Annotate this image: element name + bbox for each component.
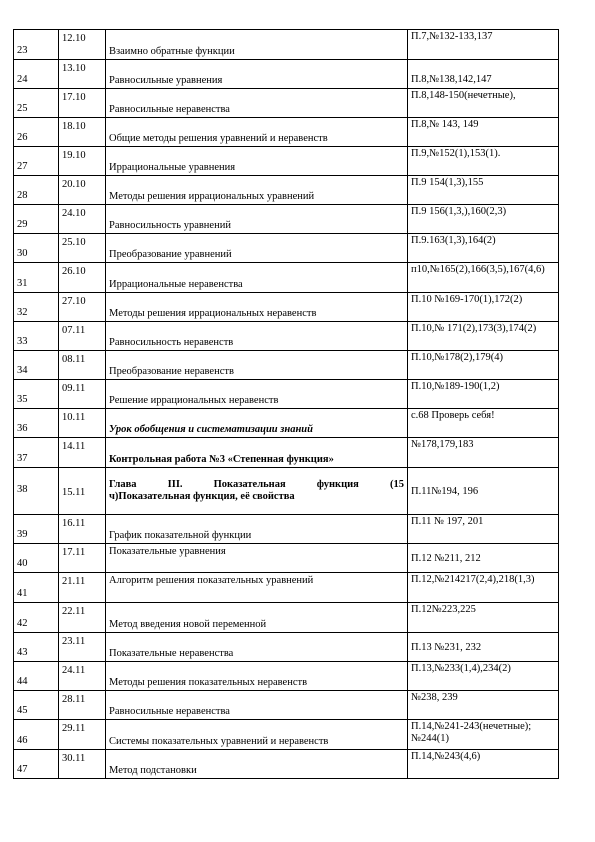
lesson-topic: Иррациональные уравнения — [106, 147, 408, 176]
table-row — [14, 633, 559, 662]
table-row — [14, 720, 559, 750]
lesson-number: 38 — [14, 468, 59, 515]
lesson-homework: П.11 № 197, 201 — [408, 515, 559, 544]
lesson-date: 21.11 — [59, 573, 106, 603]
lesson-date: 29.11 — [59, 720, 106, 750]
lesson-homework: П.9 156(1,3,),160(2,3) — [408, 205, 559, 234]
lesson-homework: П.12,№214217(2,4),218(1,3) — [408, 573, 559, 603]
lesson-date: 17.10 — [59, 89, 106, 118]
lesson-topic: Преобразование неравенств — [106, 351, 408, 380]
lesson-homework: П.10,№189-190(1,2) — [408, 380, 559, 409]
lesson-topic: Методы решения иррациональных уравнений — [106, 176, 408, 205]
lesson-topic: Равносильные неравенства — [106, 89, 408, 118]
lesson-topic: Равносильность уравнений — [106, 205, 408, 234]
lesson-topic: Системы показательных уравнений и неравенств — [106, 720, 408, 750]
lesson-number: 41 — [14, 573, 59, 603]
table-row — [14, 544, 559, 573]
lesson-date: 24.11 — [59, 662, 106, 691]
lesson-number: 42 — [14, 603, 59, 633]
lesson-number: 47 — [14, 750, 59, 779]
lesson-homework: п10,№165(2),166(3,5),167(4,6) — [408, 263, 559, 293]
lesson-number: 23 — [14, 30, 59, 60]
lesson-date: 14.11 — [59, 438, 106, 468]
table-row — [14, 30, 559, 60]
lesson-date: 16.11 — [59, 515, 106, 544]
table-row — [14, 662, 559, 691]
table-row — [14, 691, 559, 720]
lesson-topic: Урок обобщения и систематизации знаний — [106, 409, 408, 438]
table-row — [14, 573, 559, 603]
lesson-number: 34 — [14, 351, 59, 380]
chapter-hours: (15 — [389, 478, 404, 490]
lesson-date: 19.10 — [59, 147, 106, 176]
table-row — [14, 293, 559, 322]
lesson-plan-table — [13, 29, 559, 779]
table-row — [14, 515, 559, 544]
lesson-topic: График показательной функции — [106, 515, 408, 544]
lesson-homework: П.9.163(1,3),164(2) — [408, 234, 559, 263]
lesson-homework: П.9 154(1,3),155 — [408, 176, 559, 205]
lesson-number: 25 — [14, 89, 59, 118]
lesson-number: 29 — [14, 205, 59, 234]
lesson-homework: №178,179,183 — [408, 438, 559, 468]
table-row — [14, 750, 559, 779]
lesson-date: 25.10 — [59, 234, 106, 263]
lesson-date: 24.10 — [59, 205, 106, 234]
lesson-topic: Взаимно обратные функции — [106, 30, 408, 60]
lesson-topic: Алгоритм решения показательных уравнений — [106, 573, 408, 603]
lesson-number: 39 — [14, 515, 59, 544]
lesson-number: 37 — [14, 438, 59, 468]
lesson-topic: Показательные неравенства — [106, 633, 408, 662]
chapter-title-word: Показательная — [213, 478, 286, 490]
lesson-topic: Методы решения показательных неравенств — [106, 662, 408, 691]
chapter-title-word: функция — [316, 478, 359, 490]
table-row — [14, 234, 559, 263]
lesson-homework: П.14,№241-243(нечетные); №244(1) — [408, 720, 559, 750]
lesson-date: 17.11 — [59, 544, 106, 573]
lesson-topic: Иррациональные неравенства — [106, 263, 408, 293]
lesson-date: 20.10 — [59, 176, 106, 205]
table-row — [14, 60, 559, 89]
lesson-number: 43 — [14, 633, 59, 662]
lesson-homework: П.13 №231, 232 — [408, 633, 559, 662]
lesson-homework: П.14,№243(4,6) — [408, 750, 559, 779]
lesson-date: 18.10 — [59, 118, 106, 147]
lesson-number: 31 — [14, 263, 59, 293]
table-row — [14, 263, 559, 293]
lesson-date: 30.11 — [59, 750, 106, 779]
table-row — [14, 147, 559, 176]
lesson-topic: Показательные уравнения — [106, 544, 408, 573]
lesson-homework: с.68 Проверь себя! — [408, 409, 559, 438]
lesson-homework: №238, 239 — [408, 691, 559, 720]
table-row — [14, 89, 559, 118]
lesson-number: 44 — [14, 662, 59, 691]
lesson-number: 45 — [14, 691, 59, 720]
lesson-topic: Метод введения новой переменной — [106, 603, 408, 633]
chapter-number: III. — [167, 478, 183, 490]
table-row — [14, 468, 559, 515]
lesson-date: 13.10 — [59, 60, 106, 89]
lesson-date: 09.11 — [59, 380, 106, 409]
lesson-homework: П.12 №211, 212 — [408, 544, 559, 573]
table-row — [14, 176, 559, 205]
lesson-number: 30 — [14, 234, 59, 263]
lesson-homework: П.10 №169-170(1),172(2) — [408, 293, 559, 322]
lesson-date: 12.10 — [59, 30, 106, 60]
lesson-homework: П.9,№152(1),153(1). — [408, 147, 559, 176]
lesson-date: 22.11 — [59, 603, 106, 633]
table-row — [14, 118, 559, 147]
lesson-number: 27 — [14, 147, 59, 176]
table-row — [14, 351, 559, 380]
lesson-homework: П.13,№233(1,4),234(2) — [408, 662, 559, 691]
lesson-topic: Метод подстановки — [106, 750, 408, 779]
lesson-topic: Равносильность неравенств — [106, 322, 408, 351]
lesson-date: 07.11 — [59, 322, 106, 351]
lesson-homework: П.10,№178(2),179(4) — [408, 351, 559, 380]
lesson-date: 15.11 — [59, 468, 106, 515]
lesson-number: 24 — [14, 60, 59, 89]
lesson-number: 46 — [14, 720, 59, 750]
lesson-topic — [106, 468, 408, 515]
lesson-topic: Методы решения иррациональных неравенств — [106, 293, 408, 322]
lesson-homework: П.8,№138,142,147 — [408, 60, 559, 89]
lesson-number: 26 — [14, 118, 59, 147]
lesson-date: 08.11 — [59, 351, 106, 380]
lesson-date: 10.11 — [59, 409, 106, 438]
lesson-number: 40 — [14, 544, 59, 573]
lesson-homework: П.11№194, 196 — [408, 468, 559, 515]
lesson-number: 33 — [14, 322, 59, 351]
chapter-word: Глава — [109, 478, 137, 490]
lesson-homework: П.12№223,225 — [408, 603, 559, 633]
lesson-homework: П.7,№132-133,137 — [408, 30, 559, 60]
lesson-date: 28.11 — [59, 691, 106, 720]
lesson-topic: Равносильные неравенства — [106, 691, 408, 720]
table-row — [14, 205, 559, 234]
lesson-number: 28 — [14, 176, 59, 205]
lesson-number: 36 — [14, 409, 59, 438]
lesson-topic: Общие методы решения уравнений и неравенств — [106, 118, 408, 147]
lesson-date: 26.10 — [59, 263, 106, 293]
lesson-number: 35 — [14, 380, 59, 409]
table-row — [14, 322, 559, 351]
chapter-heading-line — [109, 479, 404, 491]
lesson-topic: Равносильные уравнения — [106, 60, 408, 89]
table-row — [14, 438, 559, 468]
chapter-heading-line2: ч)Показательная функция, её свойства — [109, 490, 295, 502]
table-row — [14, 603, 559, 633]
lesson-topic: Решение иррациональных неравенств — [106, 380, 408, 409]
lesson-date: 23.11 — [59, 633, 106, 662]
lesson-homework: П.8,№ 143, 149 — [408, 118, 559, 147]
lesson-homework: П.8,148-150(нечетные), — [408, 89, 559, 118]
lesson-topic: Преобразование уравнений — [106, 234, 408, 263]
lesson-homework: П.10,№ 171(2),173(3),174(2) — [408, 322, 559, 351]
lesson-number: 32 — [14, 293, 59, 322]
table-row — [14, 409, 559, 438]
lesson-topic: Контрольная работа №3 «Степенная функция» — [106, 438, 408, 468]
lesson-date: 27.10 — [59, 293, 106, 322]
table-row — [14, 380, 559, 409]
